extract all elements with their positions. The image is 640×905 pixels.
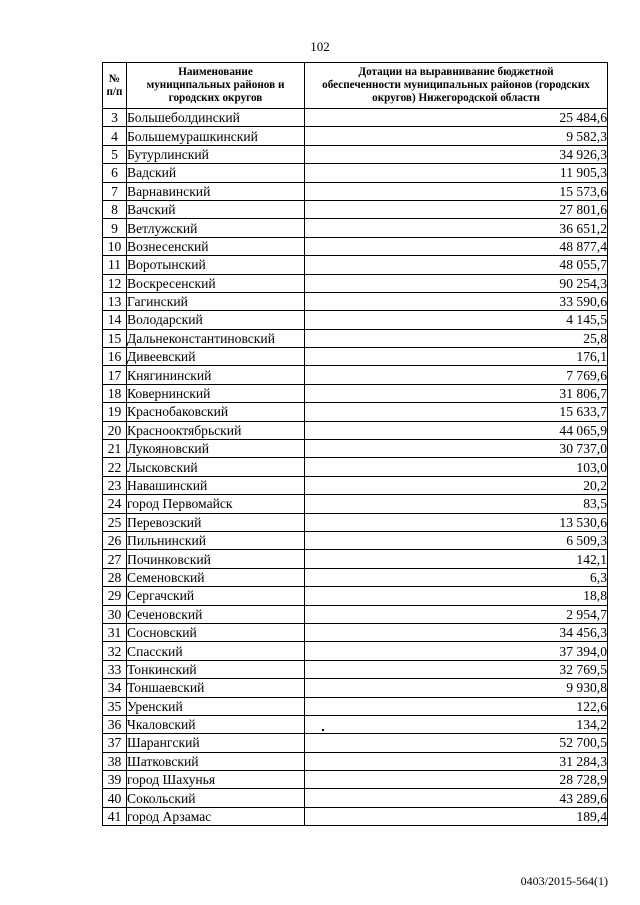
row-name: город Арзамас — [127, 807, 305, 825]
row-number: 26 — [103, 531, 127, 549]
row-name: Варнавинский — [127, 182, 305, 200]
row-value: 134,2 — [305, 715, 608, 733]
table-row — [103, 807, 608, 825]
table-row — [103, 605, 608, 623]
table-body — [103, 109, 608, 826]
table-row — [103, 587, 608, 605]
row-number: 11 — [103, 256, 127, 274]
row-value: 34 456,3 — [305, 623, 608, 641]
row-number: 19 — [103, 403, 127, 421]
row-value: 9 930,8 — [305, 679, 608, 697]
row-number: 22 — [103, 458, 127, 476]
subsidies-table — [102, 62, 608, 826]
row-name: Шарангский — [127, 734, 305, 752]
row-value: 27 801,6 — [305, 200, 608, 218]
row-value: 33 590,6 — [305, 292, 608, 310]
row-value: 28 728,9 — [305, 771, 608, 789]
row-number: 3 — [103, 109, 127, 127]
row-value: 15 573,6 — [305, 182, 608, 200]
row-value: 43 289,6 — [305, 789, 608, 807]
row-number: 40 — [103, 789, 127, 807]
table-row — [103, 421, 608, 439]
table-row — [103, 642, 608, 660]
page-number: 102 — [310, 39, 330, 54]
row-value: 13 530,6 — [305, 513, 608, 531]
row-name: Ветлужский — [127, 219, 305, 237]
row-value: 32 769,5 — [305, 660, 608, 678]
row-name: Краснооктябрьский — [127, 421, 305, 439]
table-row — [103, 440, 608, 458]
table-row — [103, 513, 608, 531]
row-number: 8 — [103, 200, 127, 218]
row-number: 23 — [103, 476, 127, 494]
row-number: 32 — [103, 642, 127, 660]
row-number: 13 — [103, 292, 127, 310]
row-value: 31 806,7 — [305, 384, 608, 402]
row-value: 6 509,3 — [305, 531, 608, 549]
row-name: Шатковский — [127, 752, 305, 770]
row-value: 11 905,3 — [305, 164, 608, 182]
table-row — [103, 292, 608, 310]
table-row — [103, 311, 608, 329]
table-row — [103, 734, 608, 752]
row-number: 24 — [103, 495, 127, 513]
row-name: Воротынский — [127, 256, 305, 274]
table-row — [103, 568, 608, 586]
table-row — [103, 495, 608, 513]
row-name: Тонкинский — [127, 660, 305, 678]
row-number: 15 — [103, 329, 127, 347]
print-speck — [322, 729, 324, 731]
table-row — [103, 403, 608, 421]
row-value: 31 284,3 — [305, 752, 608, 770]
row-value: 2 954,7 — [305, 605, 608, 623]
row-number: 28 — [103, 568, 127, 586]
row-value: 142,1 — [305, 550, 608, 568]
row-value: 44 065,9 — [305, 421, 608, 439]
row-number: 30 — [103, 605, 127, 623]
row-name: Пильнинский — [127, 531, 305, 549]
row-number: 6 — [103, 164, 127, 182]
row-value: 30 737,0 — [305, 440, 608, 458]
row-value: 34 926,3 — [305, 145, 608, 163]
row-value: 176,1 — [305, 348, 608, 366]
row-value: 25,8 — [305, 329, 608, 347]
row-name: Ковернинский — [127, 384, 305, 402]
row-number: 37 — [103, 734, 127, 752]
table-row — [103, 660, 608, 678]
row-name: Тоншаевский — [127, 679, 305, 697]
table-row — [103, 329, 608, 347]
row-number: 5 — [103, 145, 127, 163]
table-row — [103, 256, 608, 274]
row-value: 20,2 — [305, 476, 608, 494]
document-code: 0403/2015-564(1) — [520, 874, 608, 888]
row-name: Лукояновский — [127, 440, 305, 458]
row-number: 31 — [103, 623, 127, 641]
row-name: Большемурашкинский — [127, 127, 305, 145]
row-name: Гагинский — [127, 292, 305, 310]
row-value: 48 877,4 — [305, 237, 608, 255]
row-value: 103,0 — [305, 458, 608, 476]
row-name: Воскресенский — [127, 274, 305, 292]
header-value: Дотации на выравнивание бюджетной обеспеченности муниципальных районов (городских округов) Нижегородской области — [305, 63, 608, 109]
row-name: Сосновский — [127, 623, 305, 641]
row-number: 10 — [103, 237, 127, 255]
row-name: Семеновский — [127, 568, 305, 586]
row-value: 6,3 — [305, 568, 608, 586]
row-name: Сергачский — [127, 587, 305, 605]
row-value: 52 700,5 — [305, 734, 608, 752]
row-value: 18,8 — [305, 587, 608, 605]
row-name: Чкаловский — [127, 715, 305, 733]
row-number: 29 — [103, 587, 127, 605]
row-name: Лысковский — [127, 458, 305, 476]
row-name: Вознесенский — [127, 237, 305, 255]
table-row — [103, 145, 608, 163]
row-number: 18 — [103, 384, 127, 402]
row-number: 41 — [103, 807, 127, 825]
header-number: № п/п — [103, 63, 127, 109]
row-number: 39 — [103, 771, 127, 789]
row-number: 9 — [103, 219, 127, 237]
table-row — [103, 679, 608, 697]
table-row — [103, 697, 608, 715]
row-number: 4 — [103, 127, 127, 145]
row-value: 25 484,6 — [305, 109, 608, 127]
row-name: Краснобаковский — [127, 403, 305, 421]
table-row — [103, 752, 608, 770]
row-number: 21 — [103, 440, 127, 458]
row-name: Володарский — [127, 311, 305, 329]
row-number: 17 — [103, 366, 127, 384]
row-name: Дивеевский — [127, 348, 305, 366]
row-number: 33 — [103, 660, 127, 678]
row-number: 25 — [103, 513, 127, 531]
table-header-row — [103, 63, 608, 109]
row-number: 36 — [103, 715, 127, 733]
row-value: 122,6 — [305, 697, 608, 715]
row-name: Дальнеконстантиновский — [127, 329, 305, 347]
row-value: 36 651,2 — [305, 219, 608, 237]
table-row — [103, 127, 608, 145]
row-name: Большеболдинский — [127, 109, 305, 127]
row-name: Сокольский — [127, 789, 305, 807]
row-value: 90 254,3 — [305, 274, 608, 292]
header-name: Наименование муниципальных районов и городских округов — [127, 63, 305, 109]
row-number: 12 — [103, 274, 127, 292]
row-value: 7 769,6 — [305, 366, 608, 384]
table-row — [103, 219, 608, 237]
table-row — [103, 789, 608, 807]
table-row — [103, 366, 608, 384]
row-number: 35 — [103, 697, 127, 715]
table-row — [103, 384, 608, 402]
row-number: 14 — [103, 311, 127, 329]
row-name: Перевозский — [127, 513, 305, 531]
table-row — [103, 200, 608, 218]
table-row — [103, 531, 608, 549]
row-name: Бутурлинский — [127, 145, 305, 163]
row-name: Починковский — [127, 550, 305, 568]
table-row — [103, 182, 608, 200]
row-value: 189,4 — [305, 807, 608, 825]
row-number: 7 — [103, 182, 127, 200]
table-row — [103, 164, 608, 182]
row-name: Вачский — [127, 200, 305, 218]
table-row — [103, 109, 608, 127]
table-row — [103, 274, 608, 292]
row-value: 4 145,5 — [305, 311, 608, 329]
row-name: Спасский — [127, 642, 305, 660]
row-name: город Первомайск — [127, 495, 305, 513]
row-value: 83,5 — [305, 495, 608, 513]
row-name: Вадский — [127, 164, 305, 182]
row-number: 34 — [103, 679, 127, 697]
row-name: Княгининский — [127, 366, 305, 384]
row-value: 48 055,7 — [305, 256, 608, 274]
table-row — [103, 348, 608, 366]
row-name: город Шахунья — [127, 771, 305, 789]
row-value: 37 394,0 — [305, 642, 608, 660]
table-row — [103, 771, 608, 789]
row-name: Сеченовский — [127, 605, 305, 623]
table-row — [103, 237, 608, 255]
row-value: 9 582,3 — [305, 127, 608, 145]
row-number: 27 — [103, 550, 127, 568]
row-number: 20 — [103, 421, 127, 439]
row-name: Уренский — [127, 697, 305, 715]
table-row — [103, 715, 608, 733]
row-name: Навашинский — [127, 476, 305, 494]
table-row — [103, 623, 608, 641]
table-row — [103, 550, 608, 568]
table-row — [103, 476, 608, 494]
table-row — [103, 458, 608, 476]
row-number: 38 — [103, 752, 127, 770]
row-number: 16 — [103, 348, 127, 366]
row-value: 15 633,7 — [305, 403, 608, 421]
